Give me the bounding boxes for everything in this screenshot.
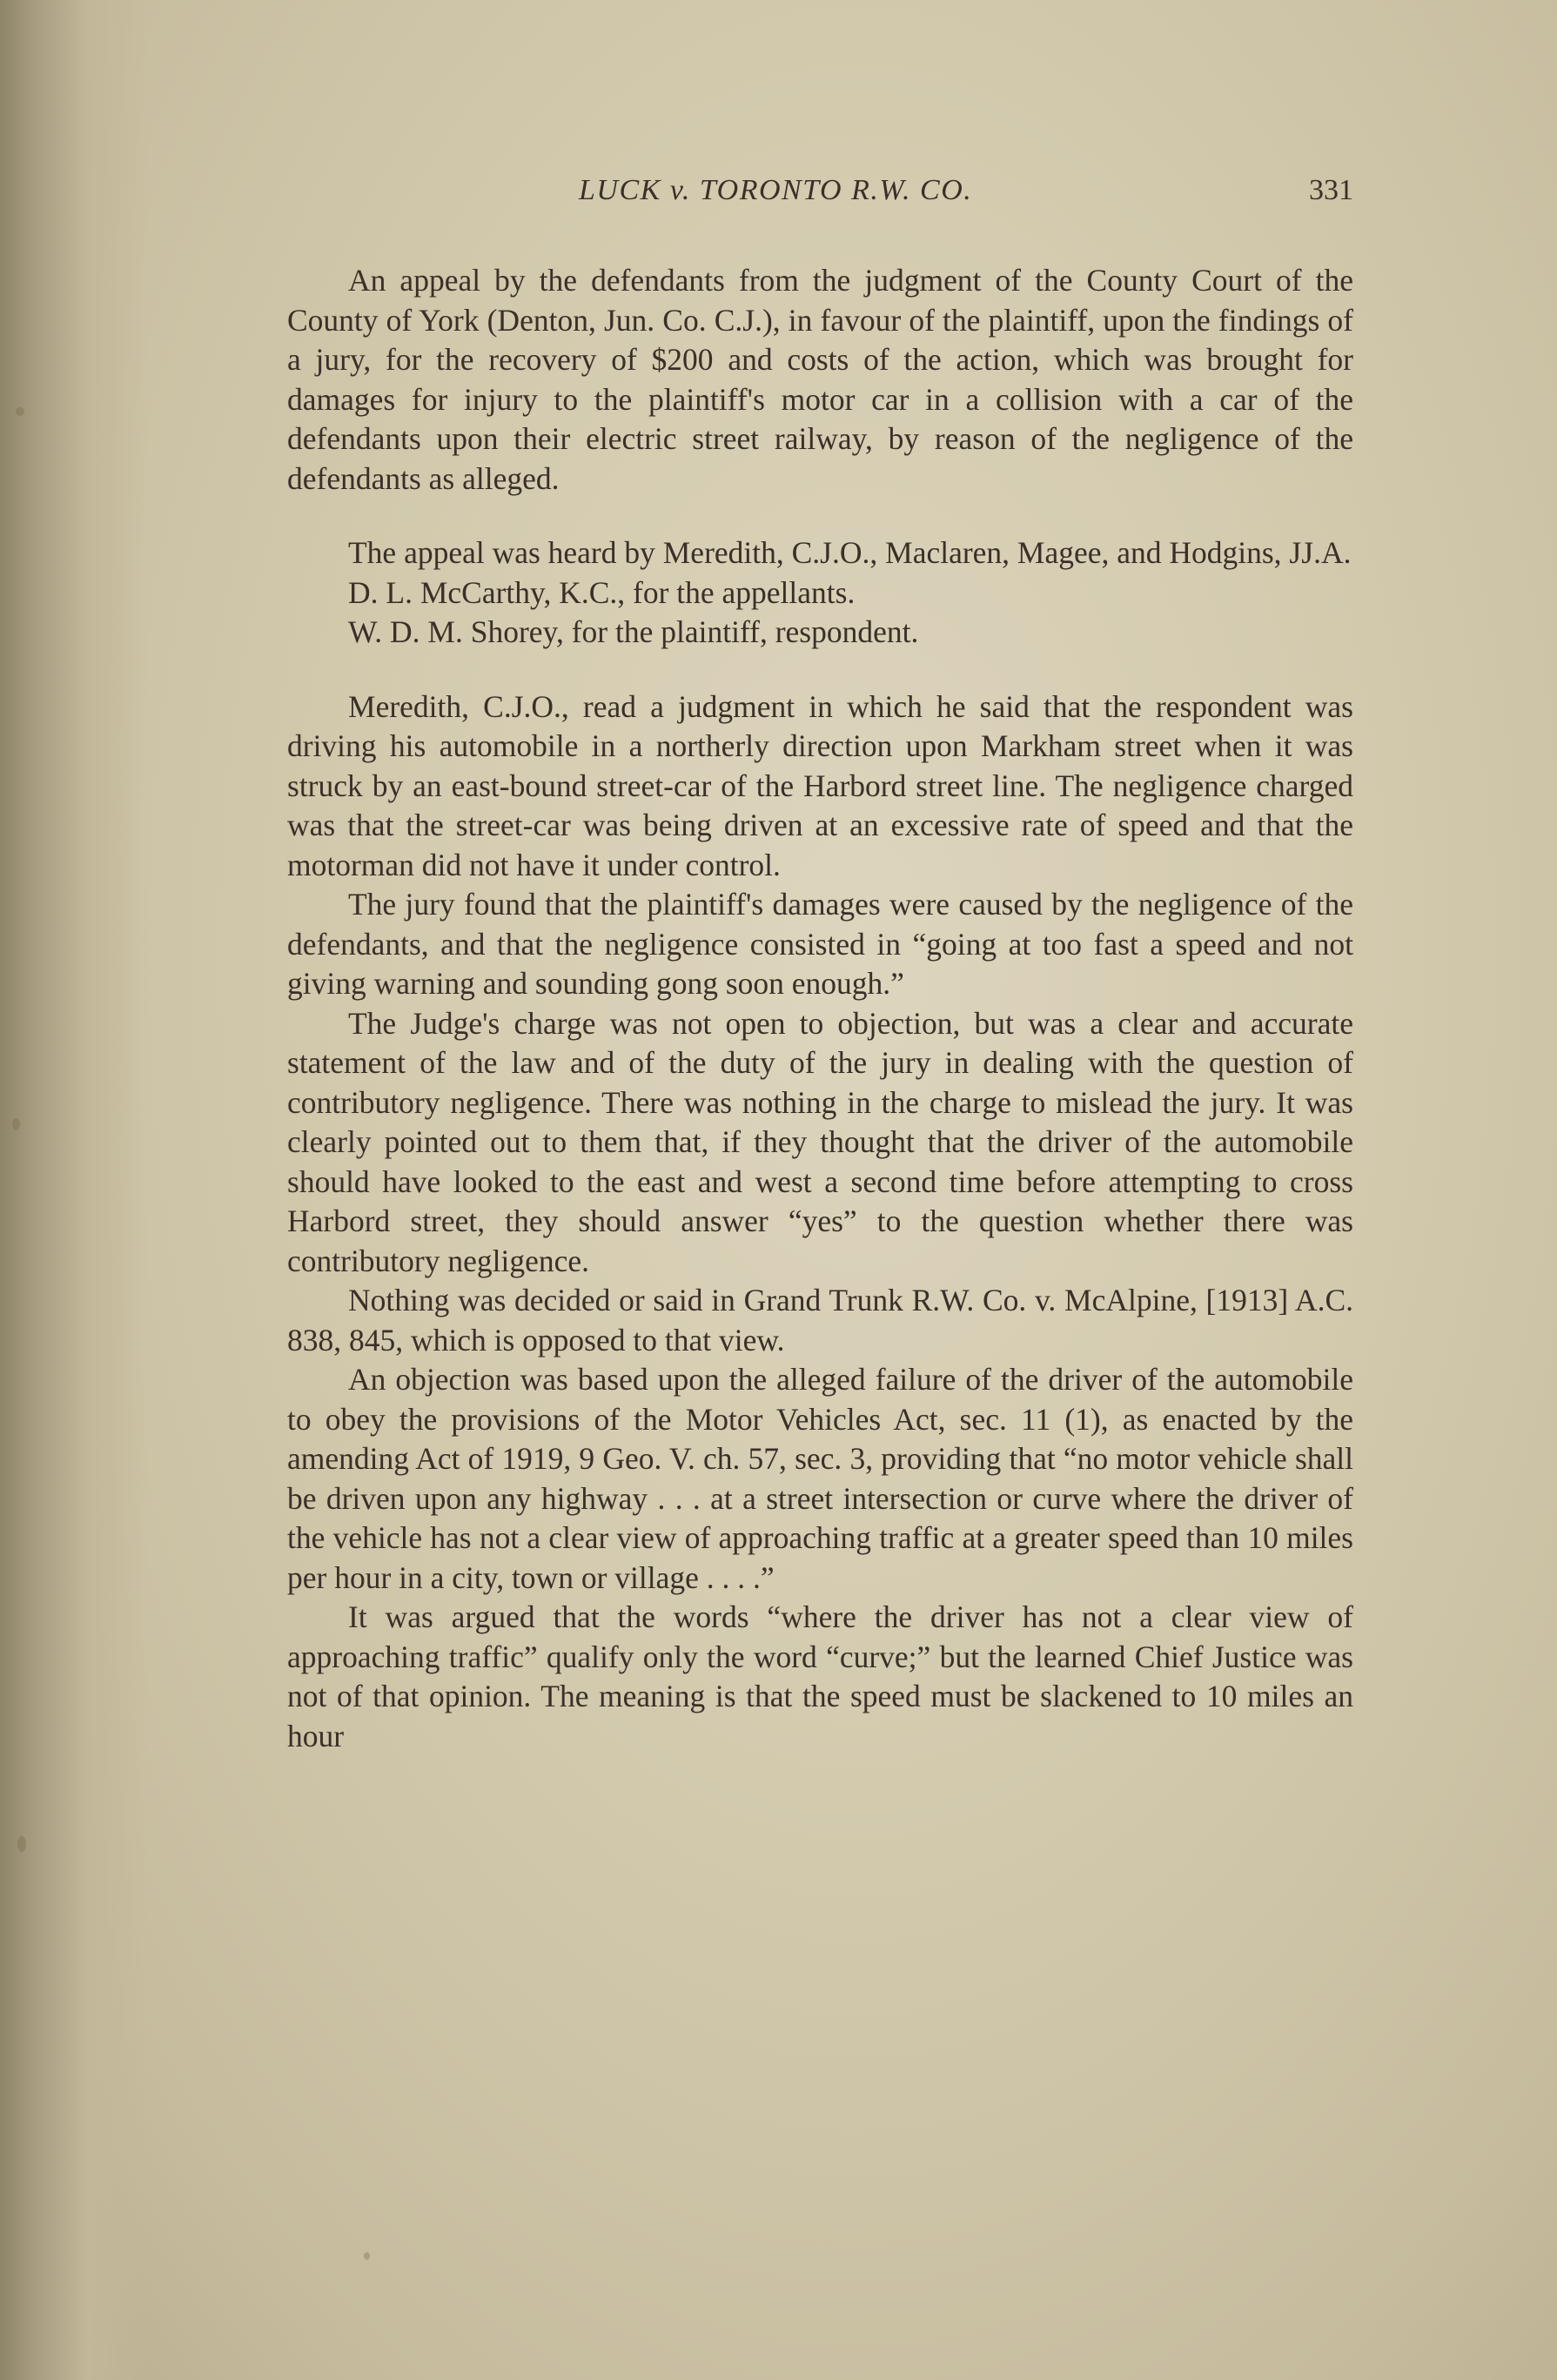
judgment-paragraph: It was argued that the words “where the driver has not a clear view of approaching traffic” qualify only the word “curve;” but the learned Chief Justice was not of that opinion. The meaning is that the speed must be slackened to 10 miles an hour bbox=[287, 1599, 1353, 1753]
counsel-respondent: W. D. M. Shorey, for the plaintiff, respondent. bbox=[348, 614, 919, 649]
judgment-paragraph: The jury found that the plaintiff's damages were caused by the negligence of the defendants, and that the negligence consisted in “going at too fast a speed and not giving warning and sounding gong soon enough.” bbox=[287, 887, 1353, 1001]
judgment-paragraph: Nothing was decided or said in Grand Trunk R.W. Co. v. McAlpine, [1913] A.C. 838, 845, which is opposed to that view. bbox=[287, 1283, 1353, 1358]
judgment-paragraph: The Judge's charge was not open to objection, but was a clear and accurate statement of the law and of the duty of the jury in dealing with the question of contributory negligence. There was nothing in the charge to mislead the jury. It was clearly pointed out to them that, if they thought that the driver of the automobile should have looked to the east and west a second time before attempting to cross Harbord street, they should answer “yes” to the question whether there was contributory negligence. bbox=[287, 1005, 1353, 1278]
running-title: LUCK v. TORONTO R.W. CO. bbox=[579, 174, 973, 206]
page-text bbox=[287, 174, 1353, 1756]
judgment-paragraph: Meredith, C.J.O., read a judgment in which he said that the respondent was driving his automobile in a northerly direction upon Markham street when it was struck by an east-bound street-car of the Harbord street line. The negligence charged was that the street-car was being driven at an excessive rate of speed and that the motorman did not have it under control. bbox=[287, 688, 1353, 882]
appeal-statement: An appeal by the defendants from the judgment of the County Court of the County of York (Denton, Jun. Co. C.J.), in favour of the plaintiff, upon the findings of a jury, for the recovery of $200 and costs of the action, which was brought for damages for injury to the plaintiff's motor car in a collision with a car of the defendants upon their electric street railway, by reason of the negligence of the defendants as alleged. bbox=[287, 263, 1353, 496]
page-speck bbox=[364, 2252, 370, 2260]
running-head bbox=[287, 174, 1353, 226]
page-number: 331 bbox=[1309, 174, 1353, 206]
judgment-paragraph: An objection was based upon the alleged failure of the driver of the automobile to obey the provisions of the Motor Vehicles Act, sec. 11 (1), as enacted by the amending Act of 1919, 9 Geo. V. ch. 57, sec. 3, providing that “no motor vehicle shall be driven upon any highway . . . at a street intersection or curve where the driver of the vehicle has not a clear view of approaching traffic at a greater speed than 10 miles per hour in a city, town or village . . . .” bbox=[287, 1362, 1353, 1595]
page-speck bbox=[17, 1836, 26, 1852]
counsel-appellants: D. L. McCarthy, K.C., for the appellants. bbox=[348, 574, 856, 610]
page-speck bbox=[16, 407, 24, 416]
page-speck bbox=[12, 1118, 20, 1130]
heard-by-line: The appeal was heard by Meredith, C.J.O., Maclaren, Magee, and Hodgins, JJ.A. bbox=[348, 535, 1352, 570]
binding-gutter-shadow bbox=[0, 0, 148, 2380]
